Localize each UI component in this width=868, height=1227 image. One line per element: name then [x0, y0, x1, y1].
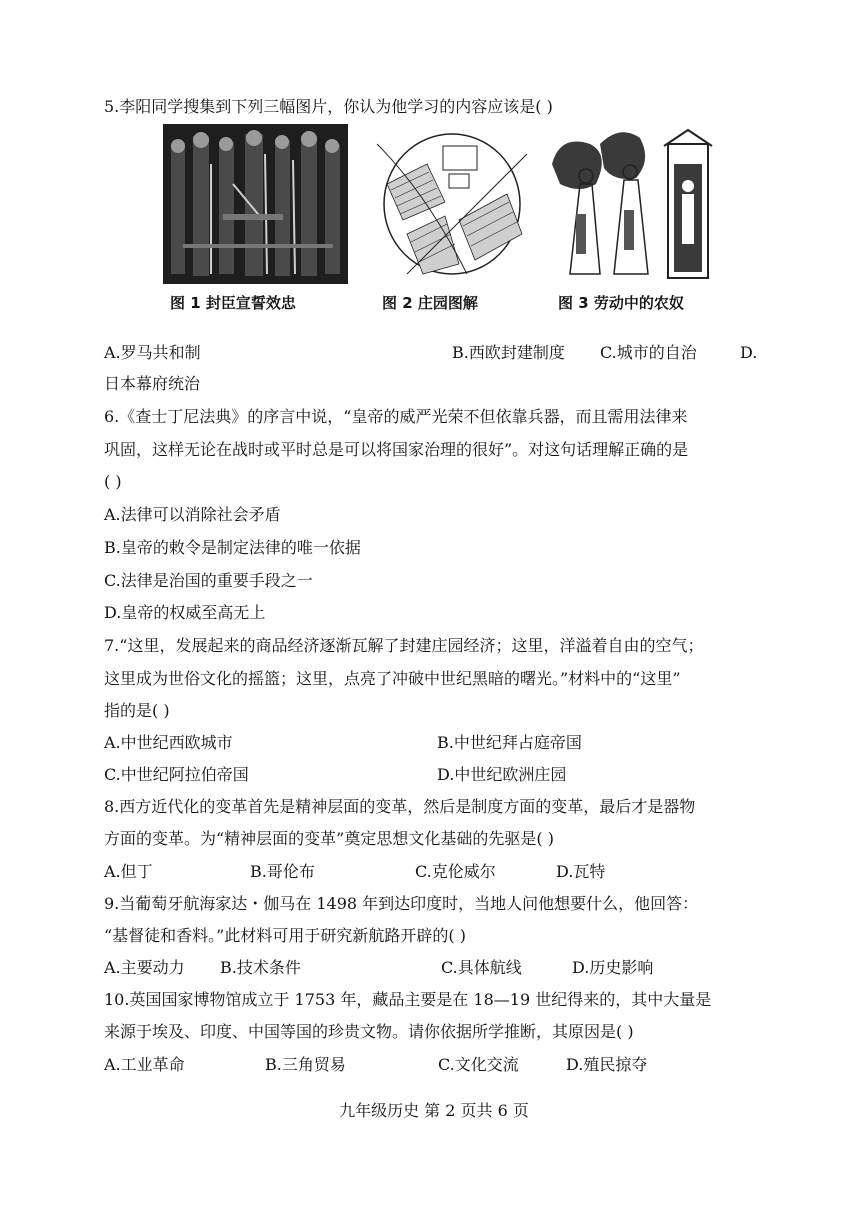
q6-stem-line2: 巩固，这样无论在战时或平时总是可以将国家治理的很好”。对这句话理解正确的是 [104, 440, 689, 459]
q6-option-a[interactable]: A.法律可以消除社会矛盾 [104, 505, 281, 524]
q9-stem-line2: “基督徒和香料。”此材料可用于研究新航路开辟的( ) [104, 926, 466, 945]
q8-stem-line1: 8.西方近代化的变革首先是精神层面的变革，然后是制度方面的变革，最后才是器物 [104, 797, 696, 816]
q6-option-d[interactable]: D.皇帝的权威至高无上 [104, 603, 266, 622]
q9-option-b[interactable]: B.技术条件 [220, 958, 301, 977]
q5-option-a[interactable]: A.罗马共和制 [104, 343, 201, 362]
fig2-caption: 图 2 庄园图解 [382, 294, 478, 312]
fig1-image [163, 124, 348, 284]
q5-stem: 5.李阳同学搜集到下列三幅图片，你认为他学习的内容应该是( ) [104, 97, 553, 116]
q8-stem-line2: 方面的变革。为“精神层面的变革”奠定思想文化基础的先驱是( ) [104, 829, 554, 848]
q7-stem-line2: 这里成为世俗文化的摇篮；这里，点亮了冲破中世纪黑暗的曙光。”材料中的“这里” [104, 669, 681, 688]
q9-option-c[interactable]: C.具体航线 [441, 958, 522, 977]
q8-option-b[interactable]: B.哥伦布 [250, 862, 315, 881]
q9-stem-line1: 9.当葡萄牙航海家达・伽马在 1498 年到达印度时，当地人问他想要什么，他回答： [104, 894, 699, 913]
fig3-caption: 图 3 劳动中的农奴 [558, 294, 684, 312]
q6-stem-line1: 6.《查士丁尼法典》的序言中说，“皇帝的威严光荣不但依靠兵器，而且需用法律来 [104, 407, 688, 426]
q5-option-d-text[interactable]: 日本幕府统治 [104, 374, 201, 393]
q7-stem-line1: 7.“这里，发展起来的商品经济逐渐瓦解了封建庄园经济；这里，洋溢着自由的空气； [104, 636, 704, 655]
q5-option-d-label[interactable]: D. [740, 343, 758, 362]
fig3-image [540, 124, 718, 284]
fig2-image [367, 124, 537, 284]
q10-option-d[interactable]: D.殖民掠夺 [566, 1055, 648, 1074]
q6-option-b[interactable]: B.皇帝的敕令是制定法律的唯一依据 [104, 538, 361, 557]
q8-option-d[interactable]: D.瓦特 [556, 862, 606, 881]
q7-option-b[interactable]: B.中世纪拜占庭帝国 [437, 733, 582, 752]
q8-option-c[interactable]: C.克伦威尔 [415, 862, 496, 881]
q8-option-a[interactable]: A.但丁 [104, 862, 153, 881]
q7-option-c[interactable]: C.中世纪阿拉伯帝国 [104, 765, 249, 784]
q7-option-d[interactable]: D.中世纪欧洲庄园 [437, 765, 567, 784]
q10-option-a[interactable]: A.工业革命 [104, 1055, 185, 1074]
q5-option-c[interactable]: C.城市的自治 [600, 343, 697, 362]
q6-stem-line3: ( ) [104, 472, 122, 491]
page-footer: 九年级历史 第 2 页共 6 页 [339, 1101, 529, 1120]
q10-option-b[interactable]: B.三角贸易 [265, 1055, 346, 1074]
q9-option-d[interactable]: D.历史影响 [572, 958, 654, 977]
q10-stem-line1: 10.英国国家博物馆成立于 1753 年，藏品主要是在 18—19 世纪得来的，其中大量是 [104, 990, 712, 1009]
q7-stem-line3: 指的是( ) [104, 701, 170, 720]
q5-figures [160, 124, 720, 314]
fig1-caption: 图 1 封臣宣誓效忠 [170, 294, 296, 312]
q5-option-b[interactable]: B.西欧封建制度 [452, 343, 565, 362]
q9-option-a[interactable]: A.主要动力 [104, 958, 185, 977]
q7-option-a[interactable]: A.中世纪西欧城市 [104, 733, 233, 752]
q10-stem-line2: 来源于埃及、印度、中国等国的珍贵文物。请你依据所学推断，其原因是( ) [104, 1022, 634, 1041]
q6-option-c[interactable]: C.法律是治国的重要手段之一 [104, 571, 313, 590]
q10-option-c[interactable]: C.文化交流 [438, 1055, 519, 1074]
